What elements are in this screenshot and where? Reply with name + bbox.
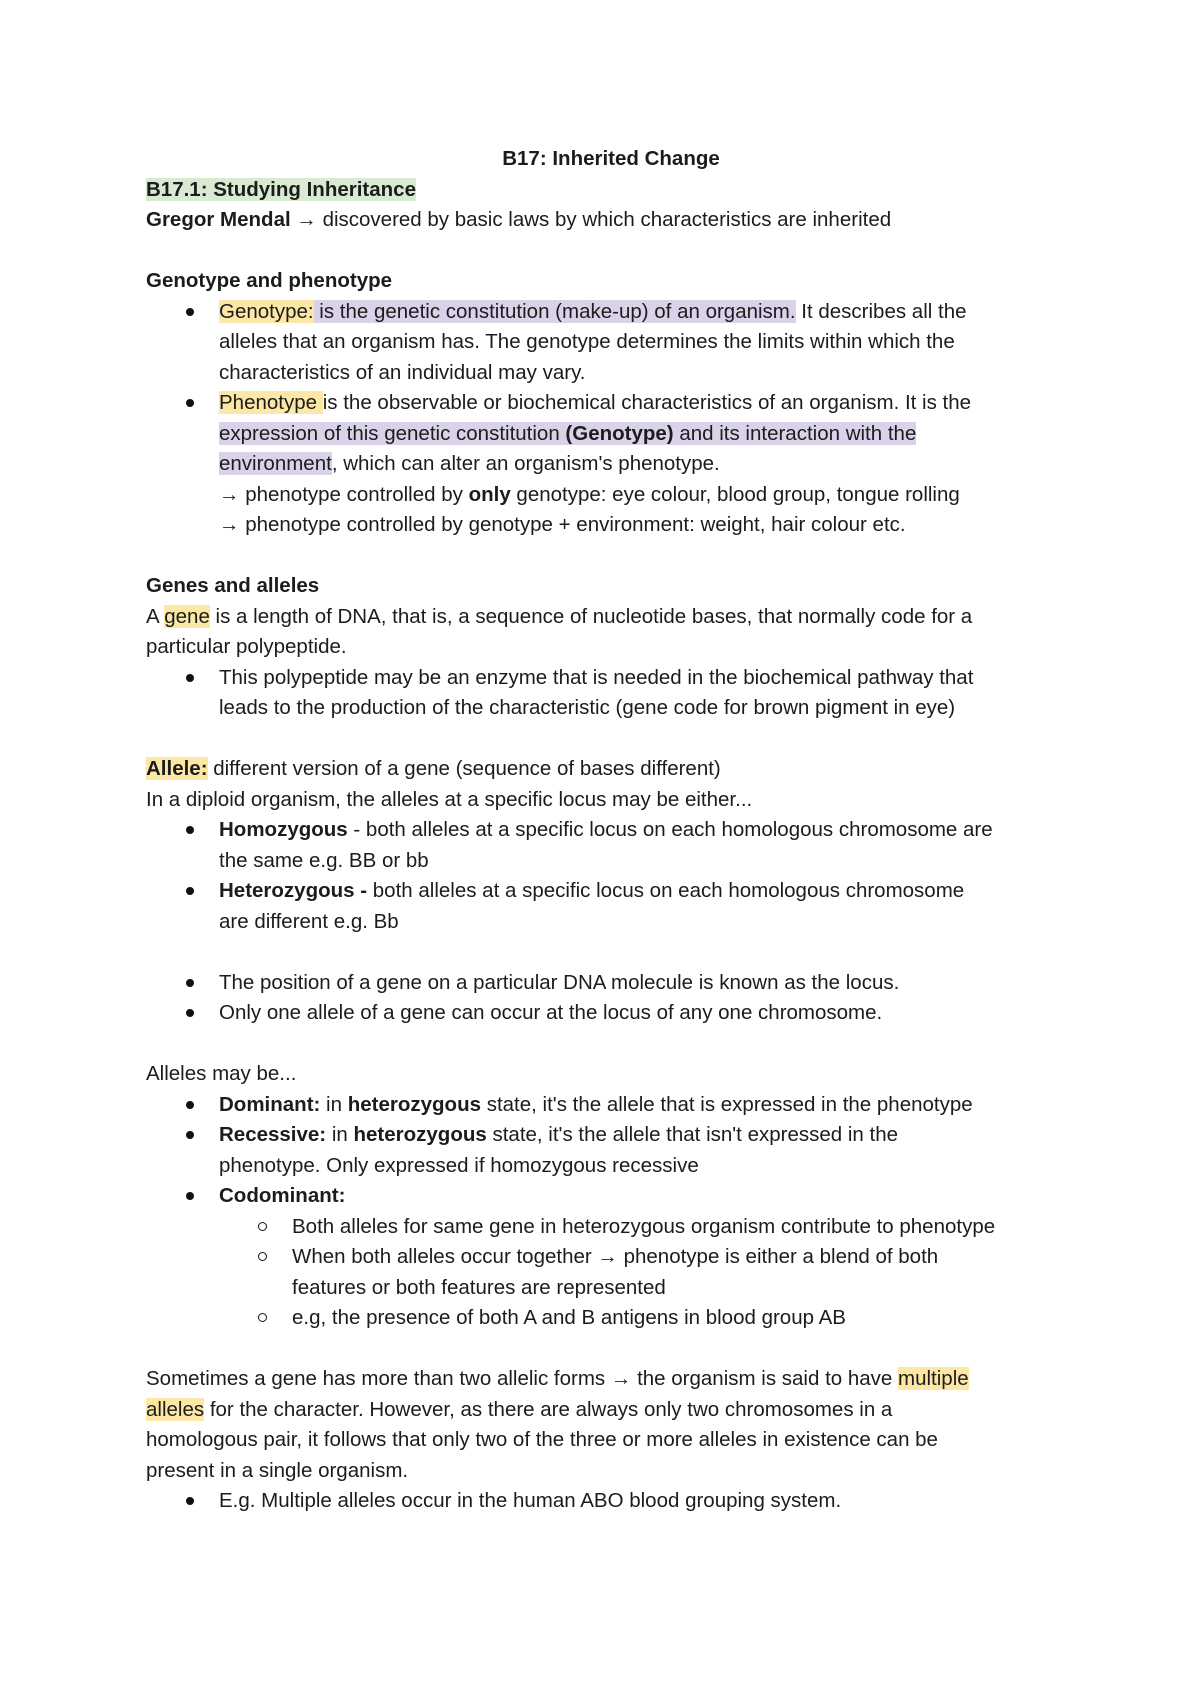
mendal-text: → discovered by basic laws by which characteristics are inherited	[290, 208, 892, 231]
gene-def-rest: is a length of DNA, that is, a sequence of nucleotide bases, that normally code for a	[209, 604, 973, 628]
dominant-line	[219, 1090, 1076, 1121]
codominant-sub-2-line-2: features or both features are represented	[292, 1275, 666, 1299]
phenotype-line-1-rest: is the observable or biochemical characteristics of an organism. It is the	[322, 391, 972, 414]
dominant-rest: state, it's the allele that is expressed in the phenotype	[481, 1092, 973, 1116]
genotype-definition-highlight: is the genetic constitution (make-up) of an organism.	[313, 299, 796, 323]
list-item-locus-2	[146, 998, 1076, 1029]
phenotype-highlight-a: expression of this genetic constitution	[219, 421, 566, 445]
recessive-term: Recessive:	[219, 1123, 327, 1146]
genes-alleles-heading	[146, 571, 1076, 602]
phenotype-term: Phenotype	[219, 391, 323, 414]
multiple-line-2-rest: for the character. However, as there are always only two chromosomes in a	[204, 1397, 893, 1421]
phenotype-highlight-c: environment	[219, 452, 332, 475]
recessive-rest: state, it's the allele that isn't expressed in the	[486, 1123, 899, 1146]
gene-definition-line-2: particular polypeptide.	[146, 635, 347, 658]
phenotype-line-3	[219, 449, 1076, 480]
phenotype-arrow-1	[219, 480, 1076, 511]
heterozygous-line-2: are different e.g. Bb	[219, 909, 399, 933]
recessive-heterozygous: heterozygous	[353, 1123, 487, 1146]
phenotype-line-1	[219, 388, 1076, 419]
list-item-codominant	[146, 1181, 1076, 1212]
homozygous-line-1	[219, 815, 1076, 846]
recessive-mid: in	[326, 1123, 354, 1146]
multiple-list	[146, 1486, 1076, 1517]
locus-list	[146, 968, 1076, 1029]
diploid-intro: In a diploid organism, the alleles at a specific locus may be either...	[146, 787, 753, 811]
allele-term: Allele:	[146, 757, 208, 780]
allele-types-list	[146, 1090, 1076, 1334]
multiple-line-4: present in a single organism.	[146, 1458, 409, 1482]
homozygous-rest: - both alleles at a specific locus on each homologous chromosome are	[347, 818, 993, 841]
section-heading	[146, 175, 1076, 206]
list-item-phenotype	[146, 388, 1076, 541]
genotype-line-1	[219, 297, 1076, 328]
document-title: B17: Inherited Change	[502, 147, 720, 170]
codominant-term: Codominant:	[219, 1184, 346, 1207]
zygosity-list	[146, 815, 1076, 937]
gene-term: gene	[164, 604, 210, 628]
list-item-heterozygous	[146, 876, 1076, 937]
alleles-highlight: alleles	[146, 1397, 205, 1421]
genotype-line-3: characteristics of an individual may vary.	[219, 360, 586, 384]
spacer	[146, 541, 1076, 572]
genotype-phenotype-heading	[146, 266, 1076, 297]
spacer	[146, 1029, 1076, 1060]
abo-line: E.g. Multiple alleles occur in the human ABO blood grouping system.	[219, 1489, 842, 1512]
dominant-heterozygous: heterozygous	[347, 1092, 481, 1116]
polypeptide-line-2: leads to the production of the characteristic (gene code for brown pigment in eye)	[219, 696, 956, 719]
phenotype-arrow-2: → phenotype controlled by genotype + environment: weight, hair colour etc.	[219, 513, 906, 536]
polypeptide-line-1: This polypeptide may be an enzyme that is needed in the biochemical pathway that	[219, 665, 974, 689]
genes-alleles-heading-text: Genes and alleles	[146, 574, 320, 597]
arrow-1-post: genotype: eye colour, blood group, tongue rolling	[510, 482, 960, 506]
genotype-term: Genotype:	[219, 299, 314, 323]
locus-line-2: Only one allele of a gene can occur at the locus of any one chromosome.	[219, 1001, 883, 1024]
codominant-sub-2-line-1: When both alleles occur together → phenotype is either a blend of both	[292, 1245, 939, 1268]
recessive-line-2: phenotype. Only expressed if homozygous recessive	[219, 1153, 699, 1177]
genes-list	[146, 663, 1076, 724]
multiple-pre: Sometimes a gene has more than two allelic forms → the organism is said to have	[146, 1367, 899, 1390]
list-item-recessive	[146, 1120, 1076, 1181]
spacer	[146, 724, 1076, 755]
locus-line-1: The position of a gene on a particular DNA molecule is known as the locus.	[219, 970, 900, 994]
sub-item-blend	[146, 1242, 1076, 1303]
homozygous-line-2: the same e.g. BB or bb	[219, 848, 429, 872]
spacer	[146, 937, 1076, 968]
dominant-mid: in	[320, 1092, 348, 1116]
multiple-line-1	[146, 1364, 1076, 1395]
recessive-line-1	[219, 1120, 1076, 1151]
document-body	[146, 144, 1076, 1517]
list-item-polypeptide	[146, 663, 1076, 724]
gene-def-pre: A	[146, 604, 165, 628]
genotype-line-1-rest: It describes all the	[795, 299, 967, 323]
arrow-1-pre: → phenotype controlled by	[219, 482, 469, 506]
arrow-1-bold: only	[468, 482, 511, 506]
phenotype-highlight-b: and its interaction with the	[673, 421, 917, 445]
genotype-line-2: alleles that an organism has. The genotype determines the limits within which the	[219, 330, 955, 353]
list-item-abo	[146, 1486, 1076, 1517]
codominant-sub-3: e.g, the presence of both A and B antigens in blood group AB	[292, 1306, 846, 1329]
gene-definition-line-1	[146, 602, 1076, 633]
spacer	[146, 236, 1076, 267]
sub-item-blood-group	[146, 1303, 1076, 1334]
codominant-sub-1: Both alleles for same gene in heterozygous organism contribute to phenotype	[292, 1214, 996, 1238]
allele-definition	[146, 754, 1076, 785]
list-item-dominant	[146, 1090, 1076, 1121]
phenotype-line-2	[219, 419, 1076, 450]
section-heading-text: B17.1: Studying Inheritance	[146, 177, 416, 201]
codominant-line	[219, 1181, 1076, 1212]
genotype-phenotype-heading-text: Genotype and phenotype	[146, 269, 393, 292]
heterozygous-term: Heterozygous -	[219, 879, 368, 902]
alleles-may-be: Alleles may be...	[146, 1062, 297, 1085]
multiple-line-3: homologous pair, it follows that only two of the three or more alleles in existence can be	[146, 1428, 938, 1451]
mendal-name: Gregor Mendal	[146, 208, 291, 231]
allele-def-text: different version of a gene (sequence of bases different)	[207, 757, 721, 780]
dominant-term: Dominant:	[219, 1092, 321, 1116]
multiple-highlight: multiple	[898, 1367, 969, 1390]
genotype-phenotype-list	[146, 297, 1076, 541]
phenotype-genotype-bold: (Genotype)	[565, 421, 674, 445]
list-item-locus-1	[146, 968, 1076, 999]
heterozygous-line-1	[219, 876, 1076, 907]
spacer	[146, 1334, 1076, 1365]
phenotype-line-3-rest: , which can alter an organism's phenotype.	[331, 452, 720, 475]
homozygous-term: Homozygous	[219, 818, 348, 841]
list-item-genotype	[146, 297, 1076, 389]
sub-item-both-contribute	[146, 1212, 1076, 1243]
mendal-line	[146, 205, 1076, 236]
list-item-homozygous	[146, 815, 1076, 876]
multiple-line-2	[146, 1395, 1076, 1426]
heterozygous-rest: both alleles at a specific locus on each homologous chromosome	[367, 879, 965, 902]
